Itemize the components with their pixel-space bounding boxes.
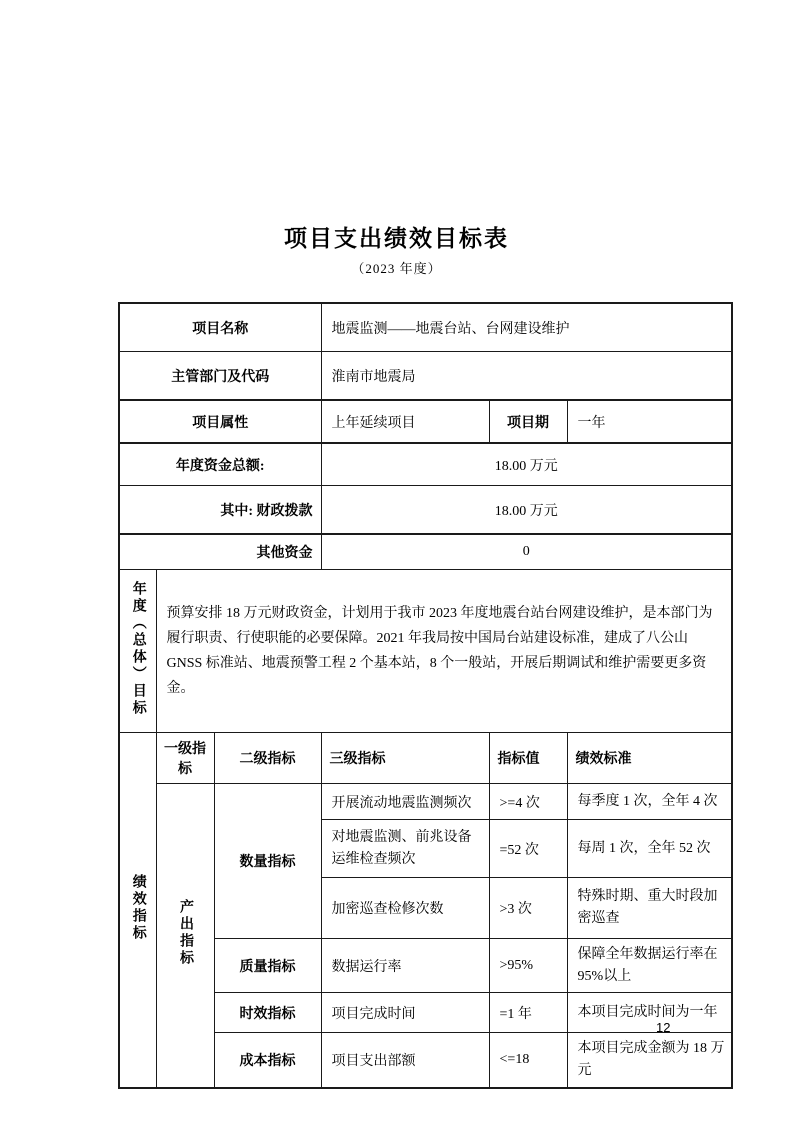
quality-indicator-label: 质量指标 xyxy=(214,939,321,993)
third-level-indicator: 数据运行率 xyxy=(321,939,489,993)
fiscal-allocation-label: 其中: 财政拨款 xyxy=(119,486,321,535)
third-level-indicator: 项目支出部额 xyxy=(321,1033,489,1089)
indicator-standard: 每周 1 次，全年 52 次 xyxy=(567,820,732,878)
header-second-level: 二级指标 xyxy=(214,733,321,784)
indicator-standard: 本项目完成时间为一年 xyxy=(567,993,732,1033)
indicator-standard: 特殊时期、重大时段加密巡查 xyxy=(567,878,732,939)
indicator-value: >3 次 xyxy=(489,878,567,939)
time-indicator-label: 时效指标 xyxy=(214,993,321,1033)
header-third-level: 三级指标 xyxy=(321,733,489,784)
attribute-label: 项目属性 xyxy=(119,400,321,443)
header-indicator-value: 指标值 xyxy=(489,733,567,784)
indicator-standard: 本项目完成金额为 18 万元 xyxy=(567,1033,732,1089)
department-value: 淮南市地震局 xyxy=(321,352,732,401)
indicator-value: >=4 次 xyxy=(489,784,567,820)
row-attribute xyxy=(119,400,732,443)
annual-total-label: 年度资金总额: xyxy=(119,443,321,486)
performance-target-table xyxy=(118,302,733,1089)
page-title: 项目支出绩效目标表 xyxy=(284,226,509,251)
indicator-value: =1 年 xyxy=(489,993,567,1033)
indicator-standard: 保障全年数据运行率在 95%以上 xyxy=(567,939,732,993)
third-level-indicator: 加密巡查检修次数 xyxy=(321,878,489,939)
fiscal-allocation-value: 18.00 万元 xyxy=(321,486,732,535)
annual-goal-label xyxy=(119,570,156,733)
indicator-row-1 xyxy=(119,784,732,820)
row-department xyxy=(119,352,732,401)
header-first-level: 一级指标 xyxy=(156,733,214,784)
output-indicator-label: 产出指标 xyxy=(178,899,193,967)
row-fiscal-allocation xyxy=(119,486,732,535)
row-indicator-header xyxy=(119,733,732,784)
annual-goal-text: 预算安排 18 万元财政资金，计划用于我市 2023 年度地震台站台网建设维护，是本部门为履行职责、行使职能的必要保障。2021 年我局按中国局台站建设标准，建成了八公山 GNSS 标准站、地震预警工程 2 个基本站，8 个一般站，开展后期调试和维护需要更多资金。 xyxy=(156,570,732,733)
annual-goal-label-text: 年度（总体）目标 xyxy=(130,580,146,717)
indicator-value: >95% xyxy=(489,939,567,993)
attribute-value: 上年延续项目 xyxy=(321,400,489,443)
row-other-funds xyxy=(119,534,732,570)
indicator-group-label: 绩效指标 xyxy=(130,873,146,942)
indicator-group-cell xyxy=(119,733,156,1089)
output-indicator-cell xyxy=(156,784,214,1089)
indicator-value: <=18 xyxy=(489,1033,567,1089)
row-annual-goal xyxy=(119,570,732,733)
third-level-indicator: 项目完成时间 xyxy=(321,993,489,1033)
indicator-standard: 每季度 1 次，全年 4 次 xyxy=(567,784,732,820)
other-funds-label: 其他资金 xyxy=(119,534,321,570)
period-value: 一年 xyxy=(567,400,732,443)
indicator-value: =52 次 xyxy=(489,820,567,878)
project-name-value: 地震监测——地震台站、台网建设维护 xyxy=(321,303,732,352)
third-level-indicator: 对地震监测、前兆设备运维检查频次 xyxy=(321,820,489,878)
annual-total-value: 18.00 万元 xyxy=(321,443,732,486)
cost-indicator-label: 成本指标 xyxy=(214,1033,321,1089)
project-name-label: 项目名称 xyxy=(119,303,321,352)
page-subtitle: （2023 年度） xyxy=(351,261,442,276)
page-number: 12 xyxy=(656,1020,671,1035)
other-funds-value: 0 xyxy=(321,534,732,570)
row-project-name xyxy=(119,303,732,352)
department-label: 主管部门及代码 xyxy=(119,352,321,401)
third-level-indicator: 开展流动地震监测频次 xyxy=(321,784,489,820)
quantity-indicator-label: 数量指标 xyxy=(214,784,321,939)
period-label: 项目期 xyxy=(489,400,567,443)
header-standard: 绩效标准 xyxy=(567,733,732,784)
row-annual-total xyxy=(119,443,732,486)
